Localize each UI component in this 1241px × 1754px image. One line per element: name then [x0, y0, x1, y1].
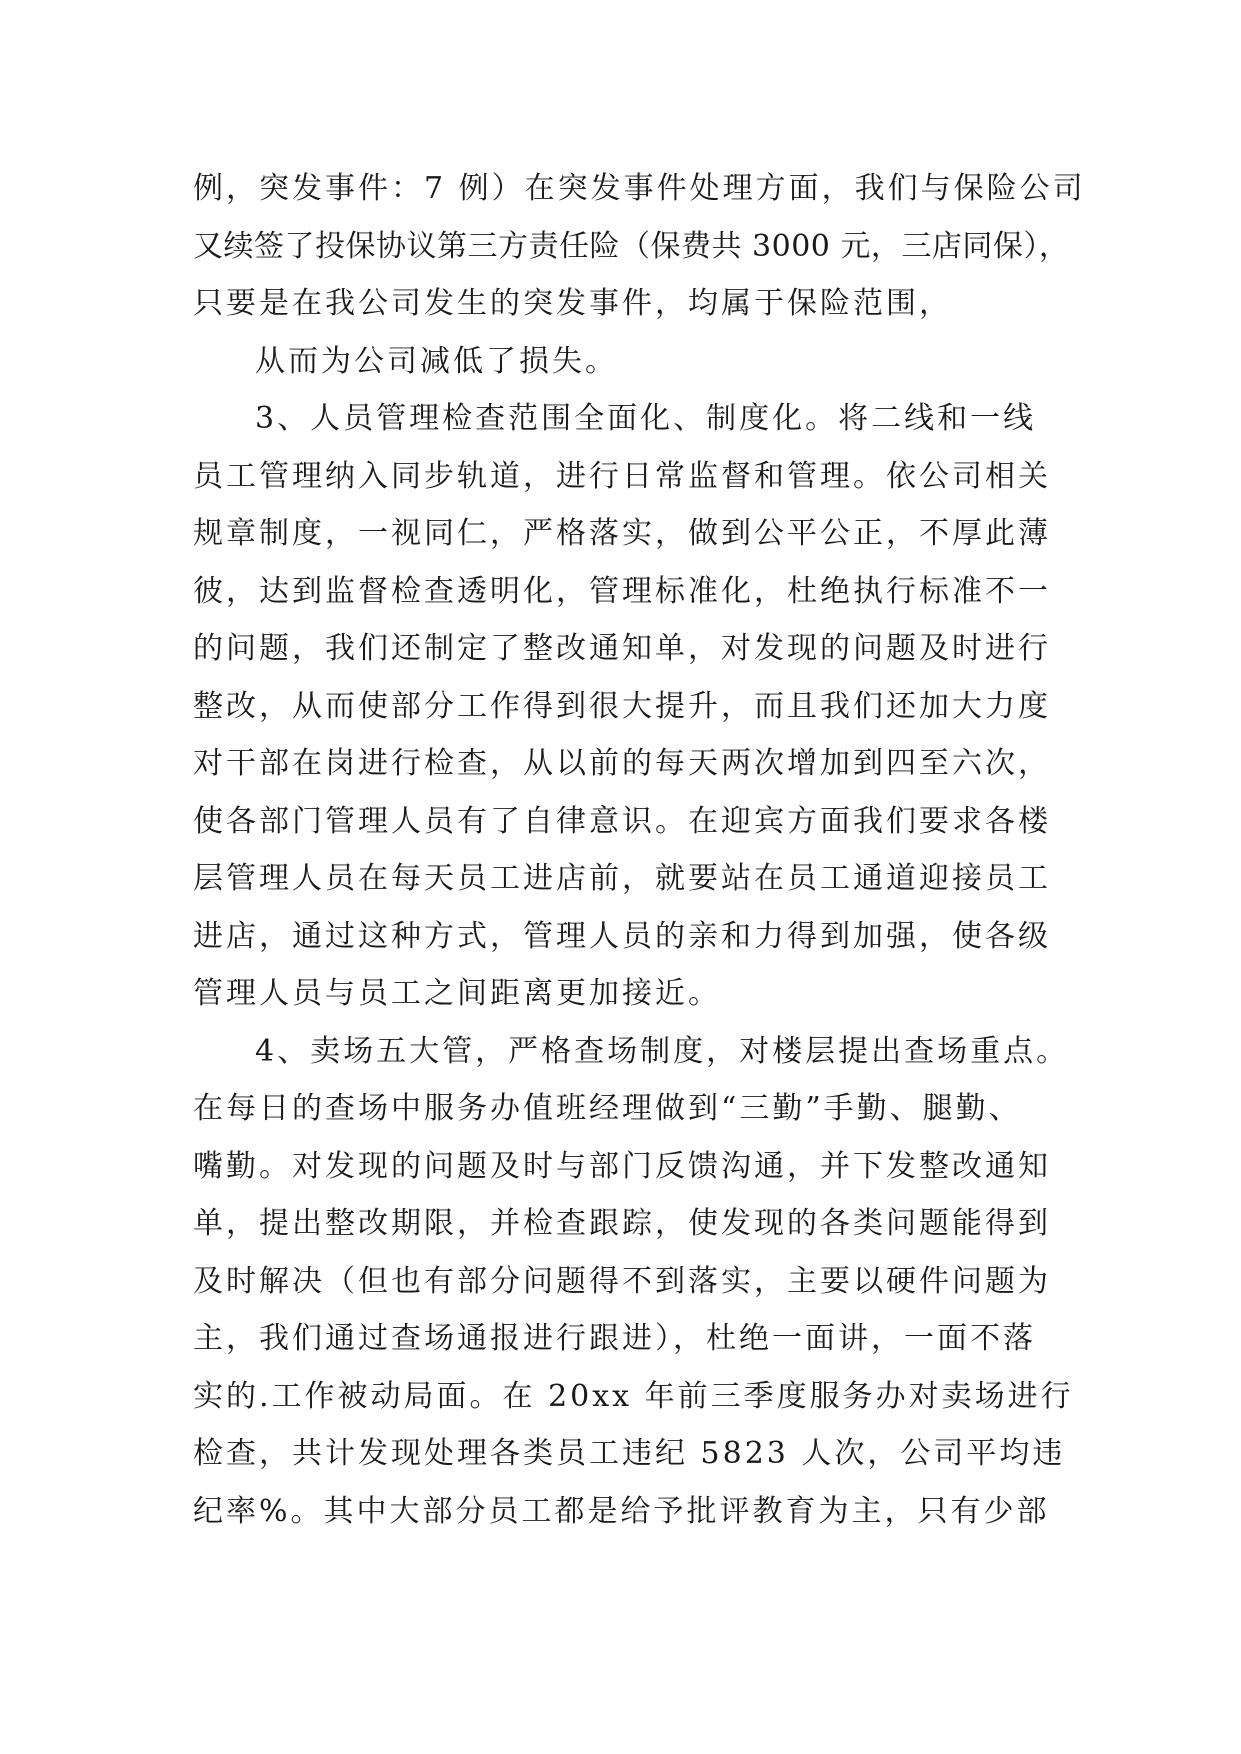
text-line: 及时解决（但也有部分问题得不到落实，主要以硬件问题为 [193, 1263, 1051, 1299]
text-line: 纪率%。其中大部分员工都是给予批评教育为主，只有少部 [193, 1493, 1050, 1529]
text-line: 规章制度，一视同仁，严格落实，做到公平公正，不厚此薄 [193, 516, 1051, 551]
text-line: 使各部门管理人员有了自律意识。在迎宾方面我们要求各楼 [193, 803, 1051, 839]
text-line: 管理人员与员工之间距离更加接近。 [193, 976, 721, 1011]
text-line: 彼，达到监督检查透明化，管理标准化，杜绝执行标准不一 [193, 573, 1051, 609]
text-line: 嘴勤。对发现的问题及时与部门反馈沟通，并下发整改通知 [193, 1148, 1051, 1184]
text-line: 的问题，我们还制定了整改通知单，对发现的问题及时进行 [193, 631, 1051, 666]
text-line: 4、卖场五大管，严格查场制度，对楼层提出查场重点。 [255, 1033, 1070, 1069]
text-line: 进店，通过这种方式，管理人员的亲和力得到加强，使各级 [193, 918, 1051, 954]
text-line: 对干部在岗进行检查，从以前的每天两次增加到四至六次， [193, 746, 1051, 781]
text-line: 又续签了投保协议第三方责任险（保费共 3000 元，三店同保）， [193, 228, 1070, 264]
text-line: 主，我们通过查场通报进行跟进），杜绝一面讲，一面不落 [193, 1321, 1036, 1356]
text-line: 例，突发事件：7 例）在突发事件处理方面，我们与保险公司 [193, 171, 1086, 206]
text-line: 检查，共计发现处理各类员工违纪 5823 人次，公司平均违 [193, 1436, 1066, 1471]
text-line: 员工管理纳入同步轨道，进行日常监督和管理。依公司相关 [193, 458, 1051, 494]
text-line: 从而为公司减低了损失。 [255, 343, 618, 379]
document-body [193, 160, 1093, 1540]
text-line: 单，提出整改期限，并检查跟踪，使发现的各类问题能得到 [193, 1206, 1051, 1241]
text-line: 只要是在我公司发生的突发事件，均属于保险范围， [193, 286, 952, 321]
text-line: 整改，从而使部分工作得到很大提升，而且我们还加大力度 [193, 688, 1051, 724]
text-line: 实的.工作被动局面。在 20xx 年前三季度服务办对卖场进行 [193, 1378, 1074, 1414]
text-line: 在每日的查场中服务办值班经理做到“三勤”手勤、腿勤、 [193, 1091, 1022, 1126]
text-line: 层管理人员在每天员工进店前，就要站在员工通道迎接员工 [193, 861, 1051, 896]
text-line: 3、人员管理检查范围全面化、制度化。将二线和一线 [255, 401, 1037, 436]
